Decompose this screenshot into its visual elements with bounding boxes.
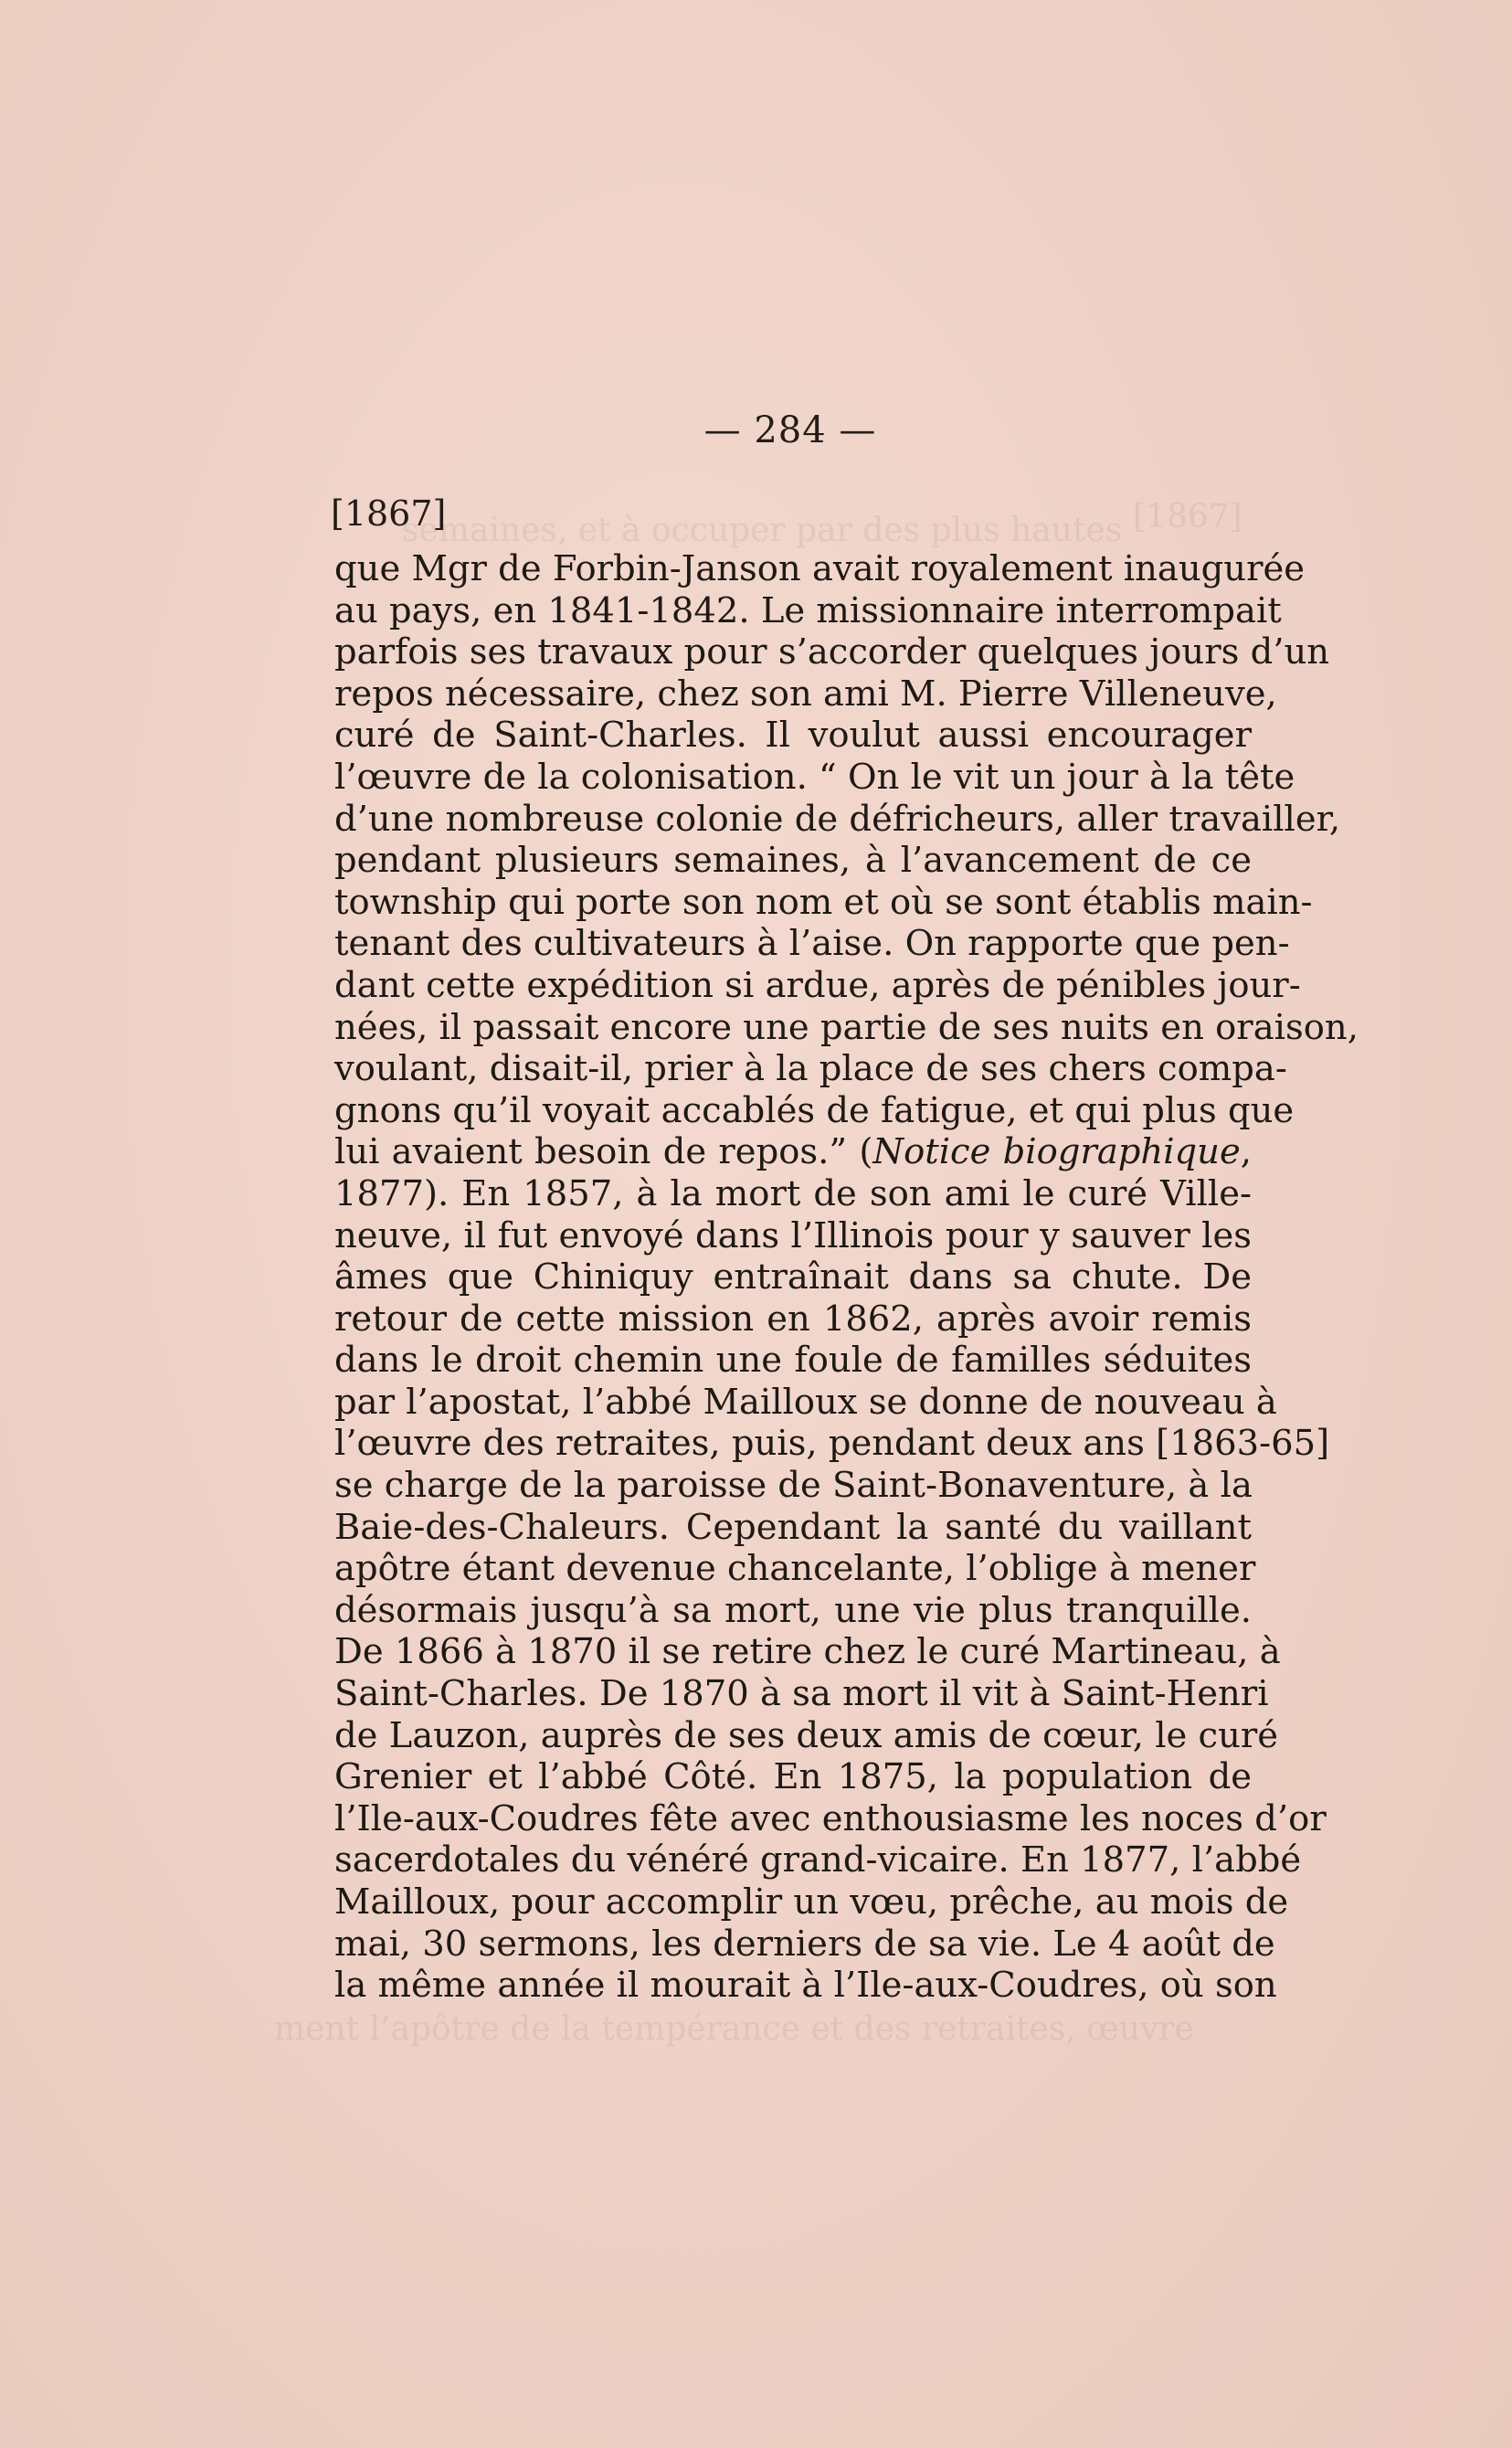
show-through-text: ment l’apôtre de la tempérance et des retraites, œuvre — [274, 2010, 1194, 2048]
text-line: lui avaient besoin de repos.” (Notice biographique, — [334, 1131, 1253, 1173]
text-line: neuve, il fut envoyé dans l’Illinois pour y sauver les — [334, 1214, 1252, 1256]
text-line: gnons qu’il voyait accablés de fatigue, et qui plus que — [334, 1089, 1295, 1131]
body-text — [334, 548, 1359, 2007]
text-line: tenant des cultivateurs à l’aise. On rapporte que pen- — [334, 923, 1290, 965]
text-line: apôtre étant devenue chancelante, l’oblige à mener — [334, 1548, 1256, 1590]
text-line: sacerdotales du vénéré grand-vicaire. En 1877, l’abbé — [334, 1839, 1302, 1881]
citation-title: Notice biographique — [872, 1131, 1241, 1173]
text-line: voulant, disait-il, prier à la place de ses chers compa- — [334, 1048, 1287, 1090]
text-line: retour de cette mission en 1862, après avoir remis — [334, 1298, 1252, 1340]
text-line: Mailloux, pour accomplir un vœu, prêche, au mois de — [334, 1881, 1289, 1923]
text-line: 1877). En 1857, à la mort de son ami le curé Ville- — [334, 1172, 1252, 1214]
text-line: parfois ses travaux pour s’accorder quelques jours d’un — [334, 631, 1330, 673]
text-line: l’œuvre de la colonisation. “ On le vit un jour à la tête — [334, 756, 1295, 798]
text-line: Baie-des-Chaleurs. Cependant la santé du vaillant — [334, 1506, 1252, 1548]
text-line: âmes que Chiniquy entraînait dans sa chute. De — [334, 1256, 1252, 1298]
text-line: que Mgr de Forbin-Janson avait royalement inaugurée — [334, 548, 1306, 589]
text-line: curé de Saint-Charles. Il voulut aussi encourager — [334, 715, 1252, 757]
text-line: l’œuvre des retraites, puis, pendant deux ans [1863-65] — [334, 1423, 1330, 1465]
text-line: De 1866 à 1870 il se retire chez le curé Martineau, à — [334, 1631, 1281, 1673]
text-line: repos nécessaire, chez son ami M. Pierre Villeneuve, — [334, 673, 1277, 715]
text-line: l’Ile-aux-Coudres fête avec enthousiasme les noces d’or — [334, 1797, 1327, 1839]
text-line: dans le droit chemin une foule de familles séduites — [334, 1340, 1252, 1382]
year-marker: [1867] — [331, 493, 447, 534]
text-line: de Lauzon, auprès de ses deux amis de cœur, le curé — [334, 1714, 1279, 1756]
text-line: désormais jusqu’à sa mort, une vie plus tranquille. — [334, 1589, 1252, 1631]
text-line: Saint-Charles. De 1870 à sa mort il vit à Saint-Henri — [334, 1673, 1269, 1715]
text-line: Grenier et l’abbé Côté. En 1875, la population de — [334, 1756, 1252, 1798]
text-line: au pays, en 1841-1842. Le missionnaire interrompait — [334, 589, 1282, 631]
text-line: nées, il passait encore une partie de ses nuits en oraison, — [334, 1006, 1359, 1048]
show-through-text: [1867] — [1133, 498, 1242, 535]
text-line: dant cette expédition si ardue, après de pénibles jour- — [334, 964, 1301, 1006]
text-line: township qui porte son nom et où se sont établis main- — [334, 881, 1313, 923]
show-through-text: semaines, et à occuper par des plus hautes — [402, 512, 1123, 549]
text-line: mai, 30 sermons, les derniers de sa vie. Le 4 août de — [334, 1923, 1275, 1965]
text-line: se charge de la paroisse de Saint-Bonaventure, à la — [334, 1465, 1253, 1507]
page-number: — 284 — — [703, 409, 877, 451]
text-line: la même année il mourait à l’Ile-aux-Coudres, où son — [334, 1965, 1277, 2007]
text-line: par l’apostat, l’abbé Mailloux se donne de nouveau à — [334, 1381, 1277, 1423]
text-line: d’une nombreuse colonie de défricheurs, aller travailler, — [334, 798, 1341, 840]
text-line: pendant plusieurs semaines, à l’avancement de ce — [334, 840, 1252, 882]
